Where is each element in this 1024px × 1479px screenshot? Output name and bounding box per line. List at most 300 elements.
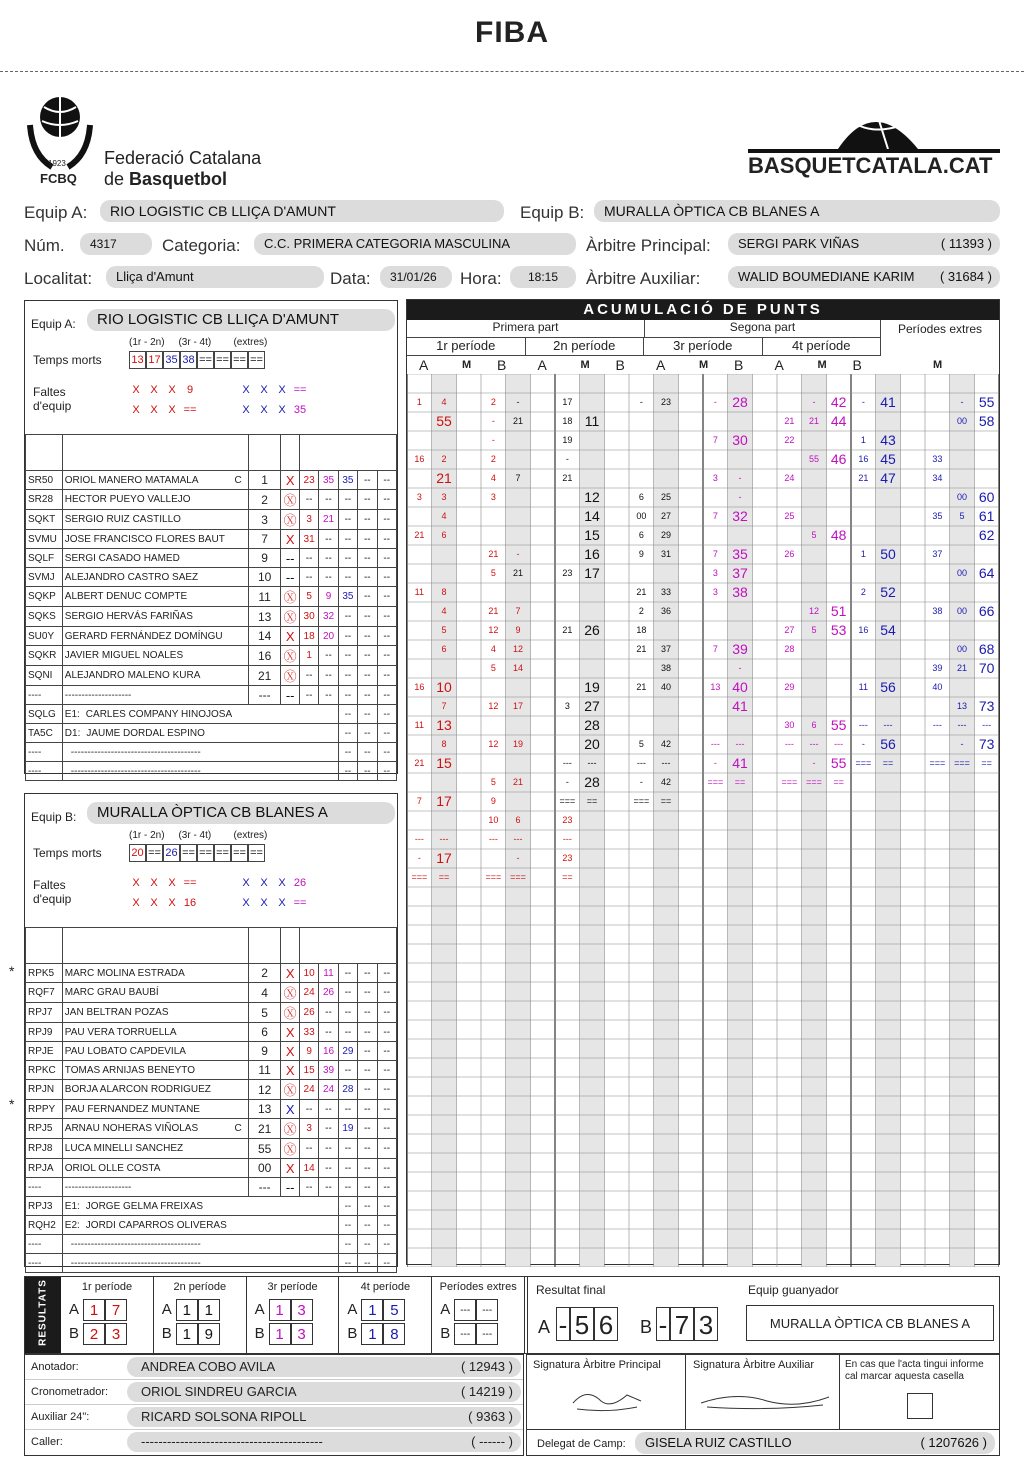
player-foul: --: [358, 490, 377, 510]
score-cell: 45: [880, 451, 896, 467]
player-name: [62, 549, 248, 568]
logo-code: FCBQ: [40, 171, 77, 186]
col-a-label: A: [419, 357, 429, 373]
score-cell: 56: [880, 736, 896, 752]
score-cell: ---: [809, 739, 819, 749]
delegat-row: [527, 1429, 999, 1455]
official-row: [25, 1405, 523, 1430]
score-cell: 34: [932, 473, 943, 483]
player-foul: 24: [299, 1080, 318, 1100]
score-cell: 38: [660, 663, 671, 673]
player-foul: 9: [299, 1042, 318, 1061]
team-a-faltes-label: Faltes d'equip: [33, 385, 72, 413]
player-row: [26, 1080, 397, 1100]
arbitre-auxiliar-label: Àrbitre Auxiliar:: [586, 269, 701, 288]
result-digit: ---: [476, 1323, 498, 1345]
player-foul: --: [377, 549, 396, 568]
player-foul: --: [319, 1139, 338, 1159]
player-foul: --: [377, 471, 396, 490]
coach-name-text: ---------------------------------------: [70, 1238, 201, 1250]
player-name: [62, 1119, 248, 1139]
coach-name: [62, 743, 338, 762]
coach-foul: --: [377, 743, 396, 762]
team-foul-box: X: [132, 404, 140, 416]
result-digit: 7: [105, 1299, 127, 1321]
player-row: [26, 1139, 397, 1159]
arbitre-principal-value: [728, 233, 1000, 255]
player-foul: --: [377, 1100, 396, 1119]
player-entry: Ⓧ: [281, 1080, 299, 1100]
player-foul: --: [338, 983, 357, 1003]
player-foul: --: [377, 646, 396, 666]
score-cell: 17: [584, 565, 600, 581]
coach-foul: --: [358, 1216, 377, 1235]
player-row: [26, 1061, 397, 1080]
result-team-letter: B: [69, 1325, 80, 1342]
result-digit: 2: [83, 1323, 105, 1345]
player-name-text: TOMAS ARNIJAS BENEYTO: [64, 1064, 196, 1076]
player-foul: 32: [319, 607, 338, 627]
score-cell: ---: [784, 739, 794, 749]
score-cell: 60: [978, 489, 995, 505]
score-cell: 00: [956, 644, 967, 654]
player-name-text: ALEJANDRO MALENO KURA: [64, 670, 201, 681]
coach-name: [62, 1254, 338, 1273]
score-cell: -: [812, 397, 816, 407]
localitat-label: Localitat:: [24, 269, 93, 288]
score-cell: -: [861, 397, 865, 407]
coach-licence: RQH2: [26, 1216, 63, 1235]
player-foul: --: [358, 568, 377, 587]
score-cell: ==: [734, 777, 746, 787]
team-foul-box: X: [132, 897, 140, 909]
player-name-text: PAU FERNANDEZ MUNTANE: [64, 1103, 200, 1115]
coach-foul: --: [338, 1254, 357, 1273]
score-cell: -: [491, 416, 495, 426]
score-cell: 43: [880, 432, 896, 448]
score-cell: ==: [562, 872, 573, 882]
player-licence: ----: [26, 1178, 63, 1197]
result-team-letter: A: [254, 1301, 265, 1318]
player-foul: 11: [319, 964, 338, 983]
score-cell: ==: [882, 758, 894, 768]
player-foul: 9: [319, 587, 338, 607]
player-foul: --: [377, 490, 396, 510]
player-foul: 31: [299, 530, 318, 549]
player-licence: SQKP: [26, 587, 63, 607]
officials-list: [25, 1355, 523, 1455]
player-foul: --: [338, 1100, 357, 1119]
player-foul: --: [319, 549, 338, 568]
official-lic: ( 9363 ): [468, 1409, 513, 1424]
points-accumulation: [406, 299, 1000, 1265]
score-cell: -: [516, 397, 520, 407]
final-digit: 3: [694, 1307, 718, 1341]
delegat-value: [635, 1432, 995, 1454]
star-mark: *: [9, 963, 15, 979]
coach-row: [26, 1216, 397, 1235]
player-name: [62, 666, 248, 686]
result-team-letter: B: [347, 1325, 358, 1342]
team-foul-box: X: [132, 384, 140, 396]
arbitre-principal-name: SERGI PARK VIÑAS: [738, 236, 860, 251]
result-digit: 1: [269, 1299, 291, 1321]
result-period: [339, 1277, 432, 1353]
player-entry: Ⓧ: [281, 490, 299, 510]
player-foul: --: [319, 1159, 338, 1178]
player-foul: --: [358, 510, 377, 530]
score-cell: 8: [441, 739, 447, 749]
roster-header: [26, 928, 397, 964]
score-cell: 40: [660, 682, 671, 692]
result-digit: ---: [454, 1323, 476, 1345]
player-foul: --: [319, 530, 338, 549]
player-number: 21: [248, 1119, 281, 1139]
winner-value: MURALLA ÒPTICA CB BLANES A: [746, 1305, 994, 1341]
score-cell: -: [639, 777, 643, 787]
player-licence: RPJA: [26, 1159, 63, 1178]
team-a-tm-label: Temps morts: [33, 353, 102, 367]
result-digit: 3: [105, 1323, 127, 1345]
score-cell: 7: [441, 701, 447, 711]
official-name: ANDREA COBO AVILA: [141, 1359, 276, 1374]
final-digit: 7: [670, 1307, 694, 1341]
player-foul: 20: [319, 627, 338, 646]
coach-licence: ----: [26, 743, 63, 762]
score-cell: 6: [441, 644, 447, 654]
score-cell: 5: [490, 663, 496, 673]
player-licence: SQKT: [26, 510, 63, 530]
result-digit: 1: [361, 1299, 383, 1321]
score-cell: 00: [956, 606, 967, 616]
coach-foul: --: [377, 705, 396, 724]
score-cell: 5: [811, 530, 817, 540]
score-cell: 7: [712, 435, 718, 445]
hora-label: Hora:: [460, 269, 502, 288]
score-cell: 21: [562, 473, 573, 483]
player-name: [62, 686, 248, 705]
player-licence: SQNI: [26, 666, 63, 686]
score-cell: 40: [932, 682, 943, 692]
coach-licence: RPJ3: [26, 1197, 63, 1216]
official-lic-value: 9363: [476, 1409, 506, 1424]
score-cell: ---: [488, 834, 498, 844]
col-m-label: M: [580, 359, 590, 371]
official-lic: ( 12943 ): [460, 1359, 513, 1374]
score-cell: 9: [490, 796, 496, 806]
player-row: [26, 1042, 397, 1061]
player-name: [62, 530, 248, 549]
player-entry: Ⓧ: [281, 1003, 299, 1023]
player-number: 13: [248, 1100, 281, 1119]
score-cell: ---: [661, 758, 671, 768]
delegat-label: Delegat de Camp:: [537, 1438, 626, 1450]
player-foul: --: [338, 1178, 357, 1197]
score-cell: -: [960, 739, 964, 749]
sig-divider-2: [839, 1355, 840, 1429]
player-entry: X: [281, 627, 299, 646]
player-foul: --: [377, 964, 396, 983]
result-digit: 1: [198, 1299, 220, 1321]
score-cell: 38: [932, 606, 943, 616]
team-b-name: MURALLA ÒPTICA CB BLANES A: [87, 802, 395, 824]
player-row: [26, 568, 397, 587]
player-foul: --: [358, 1159, 377, 1178]
score-cell: -: [960, 397, 964, 407]
score-cell: ---: [562, 758, 572, 768]
roster-header-cell: [248, 928, 281, 964]
equip-b-label: Equip B:: [520, 203, 585, 222]
score-cell: ===: [707, 777, 724, 787]
player-number: ---: [248, 686, 281, 705]
coach-foul: --: [338, 1216, 357, 1235]
score-cell: 41: [880, 394, 896, 410]
player-foul: --: [299, 549, 318, 568]
score-cell: 61: [978, 508, 995, 524]
timeout-box: ==: [231, 844, 248, 862]
team-a-tm-periods: (1r - 2n) (3r - 4t) (extres): [129, 337, 268, 348]
player-number: 5: [248, 1003, 281, 1023]
score-cell: 37: [732, 565, 748, 581]
score-cell: 00: [636, 511, 647, 521]
result-digit: 1: [176, 1323, 198, 1345]
timeout-box: 35: [163, 351, 180, 369]
primera-part-label: Primera part: [407, 320, 645, 338]
final-result: [527, 1277, 999, 1353]
score-cell: 4: [490, 644, 496, 654]
coach-name: [62, 705, 338, 724]
score-cell: 16: [858, 454, 869, 464]
player-foul: --: [338, 530, 357, 549]
score-cell: 7: [515, 606, 521, 616]
num-label: Núm.: [24, 236, 65, 255]
score-cell: 20: [584, 736, 600, 752]
score-cell: 16: [414, 682, 425, 692]
coach-foul: --: [377, 1216, 396, 1235]
player-row: [26, 587, 397, 607]
player-name: [62, 607, 248, 627]
score-cell: 21: [414, 530, 425, 540]
data-value: 31/01/26: [380, 266, 452, 288]
official-row: [25, 1355, 523, 1380]
player-foul: 26: [299, 1003, 318, 1023]
score-cell: 37: [660, 644, 671, 654]
data-label: Data:: [330, 269, 371, 288]
player-name-text: MARC GRAU BAUBÍ: [64, 987, 159, 998]
player-entry: X: [281, 530, 299, 549]
timeout-box: ==: [248, 351, 265, 369]
team-b-team-fouls: [113, 874, 323, 914]
score-cell: ===: [954, 758, 970, 768]
player-foul: --: [338, 686, 357, 705]
score-cell: 58: [978, 413, 995, 429]
score-cell: 4: [490, 473, 496, 483]
score-cell: 31: [660, 549, 671, 559]
player-foul: --: [338, 646, 357, 666]
player-foul: --: [377, 983, 396, 1003]
col-a-label: A: [537, 357, 547, 373]
official-lic: ( ------ ): [471, 1434, 513, 1449]
score-cell: 6: [515, 815, 521, 825]
player-foul: --: [358, 549, 377, 568]
coach-name-text: ---------------------------------------: [70, 746, 201, 758]
team-foul-box: X: [168, 877, 176, 889]
player-foul: --: [319, 666, 338, 686]
score-cell: 14: [584, 508, 600, 524]
player-entry: Ⓧ: [281, 983, 299, 1003]
team-foul-box: X: [260, 897, 268, 909]
player-row: [26, 549, 397, 568]
player-foul: --: [299, 490, 318, 510]
coach-name: [62, 762, 338, 781]
result-team-letter: A: [161, 1301, 172, 1318]
score-cell: 21: [858, 473, 869, 483]
official-name: RICARD SOLSONA RIPOLL: [141, 1409, 307, 1424]
sig-divider-1: [685, 1355, 686, 1429]
result-team-letter: A: [347, 1301, 358, 1318]
roster-header-cell: [281, 435, 299, 471]
timeout-box: 38: [180, 351, 197, 369]
score-cell: 55: [830, 717, 847, 733]
score-cell: 5: [490, 777, 496, 787]
coach-foul: --: [377, 1197, 396, 1216]
player-row: [26, 530, 397, 549]
coach-foul: --: [338, 762, 357, 781]
player-row: [26, 1100, 397, 1119]
player-entry: Ⓧ: [281, 607, 299, 627]
player-licence: RQF7: [26, 983, 63, 1003]
score-cell: 26: [584, 622, 600, 638]
score-cell: 55: [830, 755, 847, 771]
player-foul: 29: [338, 1042, 357, 1061]
player-foul: 19: [338, 1119, 357, 1139]
col-a-label: A: [774, 357, 784, 373]
result-period: [247, 1277, 340, 1353]
acumulacio-header: [407, 320, 999, 374]
player-entry: --: [281, 568, 299, 587]
player-row: [26, 686, 397, 705]
coach-foul: --: [358, 1254, 377, 1273]
score-cell: 39: [932, 663, 943, 673]
score-cell: 37: [932, 549, 943, 559]
player-row: [26, 1159, 397, 1178]
player-foul: 33: [299, 1023, 318, 1042]
player-licence: SQKR: [26, 646, 63, 666]
player-number: 12: [248, 1080, 281, 1100]
player-foul: --: [299, 666, 318, 686]
player-row: [26, 983, 397, 1003]
report-checkbox[interactable]: [907, 1393, 933, 1419]
player-licence: RPJ8: [26, 1139, 63, 1159]
score-cell: ===: [806, 777, 822, 787]
player-foul: 23: [299, 471, 318, 490]
score-cell: 28: [584, 774, 600, 790]
player-foul: 35: [338, 587, 357, 607]
roster-table: [25, 927, 397, 1273]
score-cell: 7: [712, 549, 718, 559]
team-foul-box: X: [150, 877, 158, 889]
score-cell: 35: [732, 546, 748, 562]
score-cell: 13: [436, 717, 452, 733]
player-foul: --: [377, 627, 396, 646]
timeout-box: 13: [129, 351, 146, 369]
team-b-tm-label: Temps morts: [33, 846, 102, 860]
team-a-label: Equip A:: [31, 317, 76, 331]
score-cell: 23: [660, 397, 671, 407]
player-foul: 16: [319, 1042, 338, 1061]
segona-part-label: Segona part: [645, 320, 881, 338]
score-cell: ===: [411, 872, 428, 882]
player-number: 2: [248, 964, 281, 983]
score-cell: 29: [784, 682, 795, 692]
result-digit: 9: [198, 1323, 220, 1345]
arbitre-auxiliar-value: [728, 266, 1000, 288]
player-foul: --: [377, 1119, 396, 1139]
score-cell: 3: [712, 568, 718, 578]
player-foul: --: [338, 1139, 357, 1159]
score-cell: 13: [710, 682, 721, 692]
score-cell: 42: [830, 394, 847, 410]
score-cell: ===: [929, 758, 946, 768]
player-name-text: MARC MOLINA ESTRADA: [64, 967, 185, 979]
player-foul: --: [338, 510, 357, 530]
official-row: [25, 1430, 523, 1455]
coach-role: D1:: [64, 727, 81, 739]
roster-table: [25, 434, 397, 781]
coach-name-text: JORGE GELMA FREIXAS: [85, 1200, 204, 1212]
team-foul-box: X: [242, 897, 250, 909]
col-m-label: M: [699, 359, 709, 371]
result-team-letter: A: [440, 1301, 451, 1318]
team-a-team-fouls: [113, 381, 323, 421]
score-cell: 28: [732, 394, 748, 410]
score-cell: 55: [436, 413, 452, 429]
score-cell: 42: [660, 777, 671, 787]
team-foul-box: X: [242, 384, 250, 396]
score-cell: 17: [562, 397, 573, 407]
categoria-label: Categoria:: [162, 236, 241, 255]
score-cell: 40: [732, 679, 748, 695]
coach-licence: TA5C: [26, 724, 63, 743]
score-cell: 21: [636, 587, 647, 597]
player-foul: --: [358, 666, 377, 686]
player-foul: 18: [299, 627, 318, 646]
score-cell: 21: [636, 644, 647, 654]
score-cell: 2: [860, 587, 866, 597]
player-foul: --: [319, 568, 338, 587]
score-cell: 42: [660, 739, 671, 749]
player-name-text: HECTOR PUEYO VALLEJO: [64, 494, 191, 505]
player-name-text: PAU LOBATO CAPDEVILA: [64, 1045, 186, 1057]
score-cell: ===: [781, 777, 798, 787]
official-label: Auxiliar 24":: [31, 1411, 90, 1423]
team-foul-box: X: [168, 384, 176, 396]
score-cell: ---: [710, 739, 720, 749]
score-cell: 25: [784, 511, 795, 521]
coach-name: [62, 724, 338, 743]
score-cell: 6: [638, 530, 644, 540]
result-team-letter: B: [161, 1325, 172, 1342]
score-cell: 36: [660, 606, 671, 616]
score-cell: 13: [956, 701, 967, 711]
player-foul: --: [338, 627, 357, 646]
player-licence: RPJ7: [26, 1003, 63, 1023]
official-value: [127, 1407, 521, 1427]
team-foul-box: X: [150, 384, 158, 396]
equip-a-value: RIO LOGISTIC CB LLIÇA D'AMUNT: [100, 200, 504, 222]
roster-header-cell: [248, 435, 281, 471]
roster-header-cell: [299, 435, 396, 471]
